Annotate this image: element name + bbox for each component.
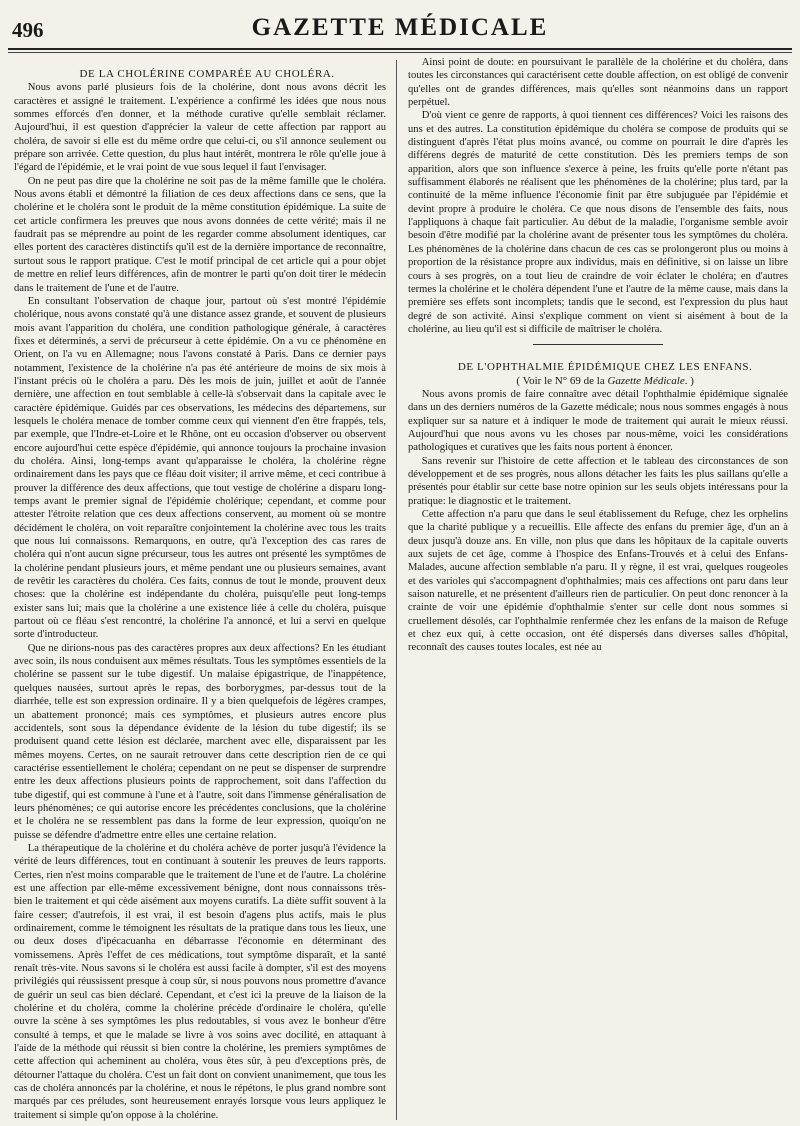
article1-paragraph-1: Nous avons parlé plusieurs fois de la cholérine, dont nous avons décrit les caractères et assigné le traitement. L'expérience a confirmé les idées que nous nous sommes efforcés d'en donner, et la méthode curative qu'elle semblait réclamer. Aujourd'hui, il est question d'apprécier la valeur de cette affection par rapport au choléra, de savoir si elle est du même ordre que celui-ci, ou s'il annonce seulement ou prépare son arrivée. Cette question, du plus haut intérêt, montrera le rôle qu'elle joue à l'égard de l'épidémie, et le vrai point de vue sous lequel il faut l'envisager. [14,82,386,174]
article1-paragraph-5: La thérapeutique de la cholérine et du choléra achève de porter jusqu'à l'évidence la vérité de leurs différences, tout en continuant à soutenir les preuves de leurs rapports. Certes, rien n'est moins comparable que le traitement de l'une et de l'autre. La cholérine est une affection par elle-même excessivement bénigne, dont nous connaissons très-bien le traitement et qui cède aisément aux moyens curatifs. La diète suffit souvent à la faire cesser; d'autrefois, il est vrai, il est besoin d'agens plus actifs, mais le plus ordinairement, comme le témoignent les résultats de la pratique dans tous les lieux, une ou deux doses d'ipécacuanha en débarrasse l'économie en déterminant des vomissemens. Après l'effet de ces médications, tout symptôme disparaît, et la santé renaît très-vite. Nous savons si le choléra est aussi facile à dompter, s'il est des moyens privilégiés qui réussissent presque à coup sûr, si nous pouvons nous promettre d'avance de guérir un seul cas bien déclaré. Cependant, et c'est ici la preuve de la liaison de la cholérine et du choléra, comme la cholérine précède d'ordinaire le choléra, qu'elle ouvre la scène à ses symptômes les plus redoutables, si vous avez le bonheur d'être consulté à temps, et que le malade se livre à vos soins avec docilité, en attaquant à l'aide de la méthode qui réussit si bien contre la cholérine, les premiers symptômes de cette affection qui acheminent au choléra, vous êtes sûr, à peu d'exceptions près, de détourner l'attaque du choléra. C'est un fait dont on convient unanimement, que tous les cas de choléra annoncés par la cholérine, et nous le répétons, le plus grand nombre sont marqués par ces préludes, sont heureusement enrayés lorsque vous leurs appliquez le traitement si simple qu'on oppose à la cholérine. [14,842,386,1121]
article2-ref-suffix: . ) [684,374,694,387]
header-rule [8,48,792,50]
page-header [0,10,800,46]
column-divider [396,60,397,1120]
article1-paragraph-6: Ainsi point de doute: en poursuivant le parallèle de la cholérine et du choléra, dans toutes les circonstances qui caractérisent cette double affection, on est obligé de convenir qu'elles ont de grandes différences, mais qu'elles sont néanmoins dans un rapport perpétuel. [408,57,788,109]
article1-paragraph-4: Que ne dirions-nous pas des caractères propres aux deux affections? En les étudiant avec soin, ils nous conduisent aux mêmes résultats. Tous les symptômes essentiels de la cholérine se passent sur le tube digestif. Un malaise épigastrique, de l'inappétence, quelques nausées, surtout après le repas, des borborygmes, par-dessus tout de la diarrhée, telle est son expression ordinaire. Il y a bien quelquefois de légères crampes, un abattement prononcé; mais ces symptômes, et plusieurs autres encore plus accidentels, sont sous la dépendance évidente de la lésion du tube digestif; ils se produisent quand cette lésion est déclarée, marchent avec elle, disparaissent par les mêmes moyens. Certes, on ne saurait retrouver dans cette description rien de ce qui caractérise essentiellement le choléra; cependant on ne peut se dispenser de surprendre entre les deux affections plusieurs points de rapprochement, soit dans l'affection du tube digestif, qui est commune à l'une et à l'autre, soit dans l'immense généralisation de leurs phénomènes; ce qui autorise encore les précédentes conclusions, que la cholérine et le choléra ne se ressemblent pas dans la forme de leur expression, quoiqu'on ne puisse se défendre d'admettre entre elles une certaine relation. [14,642,386,841]
page-number: 496 [12,18,44,42]
right-column [408,56,788,655]
gazette-title: GAZETTE MÉDICALE [251,14,549,41]
article2-paragraph-1: Nous avons promis de faire connaître avec détail l'ophthalmie épidémique signalée dans un des derniers numéros de la Gazette médicale; nous nous sommes engagés à nous expliquer sur sa nature et à indiquer le mode de traitement qui aurait le mieux réussi. Aujourd'hui que nous avons vu les choses par nous-même, voici les considérations pathologiques et curatives que les faits nous portent à énoncer. [408,388,788,454]
article1-paragraph-7: D'où vient ce genre de rapports, à quoi tiennent ces différences? Voici les raisons des uns et des autres. La constitution épidémique du choléra se compose de produits qui se distinguent d'après l'état plus moins avancé, ou comme on pourrait le dire d'après les différens degrés de maturité de cette constitution. Dès les premiers temps de son apparition, alors que son influence s'exerce à peine, les fruits qu'elle porte n'étant pas suffisamment élaborés ne réalisent que les phénomènes de la cholérine; plus tard, par la continuité de la même influence l'économie finit par être subjuguée par l'épidémie et devint propre à produire le choléra. Ce que nous disons de l'ensemble des faits, nous l'appliquons à chaque fait particulier. Au début de la maladie, l'organisme semble avoir besoin d'être modifié par la cholérine avant de présenter tous les symptômes du choléra. Les phénomènes de la cholérine dans chacun de ces cas se prolongeront plus ou moins à proportion de la résistance propre aux individus, mais en définitive, si on laisse un libre cours à ses progrès, on a tout lieu de craindre de voir éclater le choléra; en d'autres termes la cholérine et le choléra dépendent l'une et l'autre de la même cause, mais dans la première ses effets sont incomplets; tandis que le second, est l'expression du plus haut degré de son activité. Ainsi s'explique comment on vient si aisément à bout de la cholérine, au lieu qu'il est si difficile de maîtriser le choléra. [408,110,788,335]
article2-paragraph-2: Sans revenir sur l'histoire de cette affection et le tableau des circonstances de son développement et de ses progrès, nous allons détacher les faits les plus saillans qu'elle a présentés pour établir sur cette base notre opinion sur les seuls objets intéressans pour la pratique: le diagnostic et le traitement. [408,455,788,507]
article1-paragraph-3: En consultant l'observation de chaque jour, partout où s'est montré l'épidémie cholérique, nous avons constaté qu'à une distance assez grande, et souvent de plusieurs mois avant l'apparition du choléra, une condition pathologique générale, à caractères fixes et déterminés, a servi de précurseur à cette épidémie. On a vu ce phénomène en Orient, on l'a vu en Allemagne; nous l'avons constaté à Paris. Dans ce dernier pays notamment, l'existence de la cholérine n'a pas été antérieure de moins de six mois à l'instant précis où le choléra a paru. Dès les mois de juin, juillet et août de l'année dernière, une affection en tout semblable à celle-là s'observait dans la capitale avec le caractère épidémique. Guidés par ces observations, les médecins des départemens, sur lesquels le choléra menace de tomber comme ceux qui viennent d'en être frappés, tels, par exemple, que l'Indre-et-Loire et le Rhône, ont eu occasion d'observer ou observent encore aujourd'hui cette espèce d'épidémie, qui annonce toujours la prochaine invasion du choléra. Ainsi, long-temps avant qu'apparaisse le choléra, la cholérine règne ordinairement dans les pays que ce fléau doit visiter; il arrive même, et ceci contribue à prouver la différence des deux affections, que tout vestige de cholérine a disparu long-temps avant le premier signal de l'épidémie cholérique; cependant, et comme pour attester l'étroite relation que ces deux affections conservent, au moment où se montre décidément le choléra, on voit reparaître conjointement la cholérine avec tous les traits que nous lui connaissons. Remarquons, en outre, qu'à l'exception des cas rares de choléra qui n'ont aucun signe précurseur, tous les autres ont présenté les symptômes de la cholérine pendant plusieurs jours, et même pendant une ou plusieurs semaines, avant de revêtir les caractères du choléra. Ces faits, connus de tout le monde, prouvent deux choses: que la cholérine est indépendante du choléra, puisqu'elle peut long-temps exister sans lui; mais que la cholérine a une existence liée à celle du choléra, puisque partout où ce fléau s'est rencontré, la cholérine l'a annoncé, et lui a servi en quelque sorte d'introducteur. [14,295,386,641]
article2-reference [408,375,788,388]
article2-ref-prefix: ( Voir le N° 69 de la [516,374,608,387]
article1-paragraph-2: On ne peut pas dire que la cholérine ne soit pas de la même famille que le choléra. Nous avons établi et démontré la filiation de ces deux affections dans ce sens, que la cholérine et le choléra sont le produit de la même constitution épidémique. La suite de cet article confirmera les preuves que nous avons données de cette vérité; mais il ne faudrait pas se méprendre au point de les regarder comme absolument identiques, car elles portent des caractères distinctifs qu'il est de la dernière importance de reconnaître, surtout sous le rapport pratique. C'est le motif principal de cet article qui a pour objet de mettre en relief leurs différences, afin de montrer le parti qu'on doit tirer le médecin dans le traitement de l'une et de l'autre. [14,175,386,294]
article2-paragraph-3: Cette affection n'a paru que dans le seul établissement du Refuge, chez les orphelins que la charité publique y a recueillis. Elle affecte des enfans du premier âge, d'un an à deux jusqu'à douze ans. En ville, non plus que dans les hôpitaux de la capitale ouverts aux sujets de cet âge, comme à l'hospice des Enfans-Trouvés et à celui des Enfans-Malades, aucune affection semblable n'a paru. Il y règne, il est vrai, quelques rougeoles et des varioles qui s'accompagnent d'ophthalmies; mais ces affections ont paru dans leur saison naturelle, et ne présentent d'ailleurs rien de particulier. On peut donc renoncer à la crainte de voir une épidémie d'ophthalmie s'enter sur celle dont nous sommes si cruellement désolés, car l'ophthalmie renfermée chez les enfans de la maison de Refuge et chez eux qui, à cette occasion, ont été dispersés dans diverses salles d'hôpital, reconnaît des causes toutes locales, est née au [408,509,788,654]
article2-heading: DE L'OPHTHALMIE ÉPIDÉMIQUE CHEZ LES ENFANS. [457,361,753,374]
article1-heading: DE LA CHOLÉRINE COMPARÉE AU CHOLÉRA. [79,68,335,80]
left-column [14,68,386,1122]
article2-ref-journal: Gazette Médicale [607,374,685,387]
article-separator [533,344,663,345]
header-rule-thin [8,52,792,53]
